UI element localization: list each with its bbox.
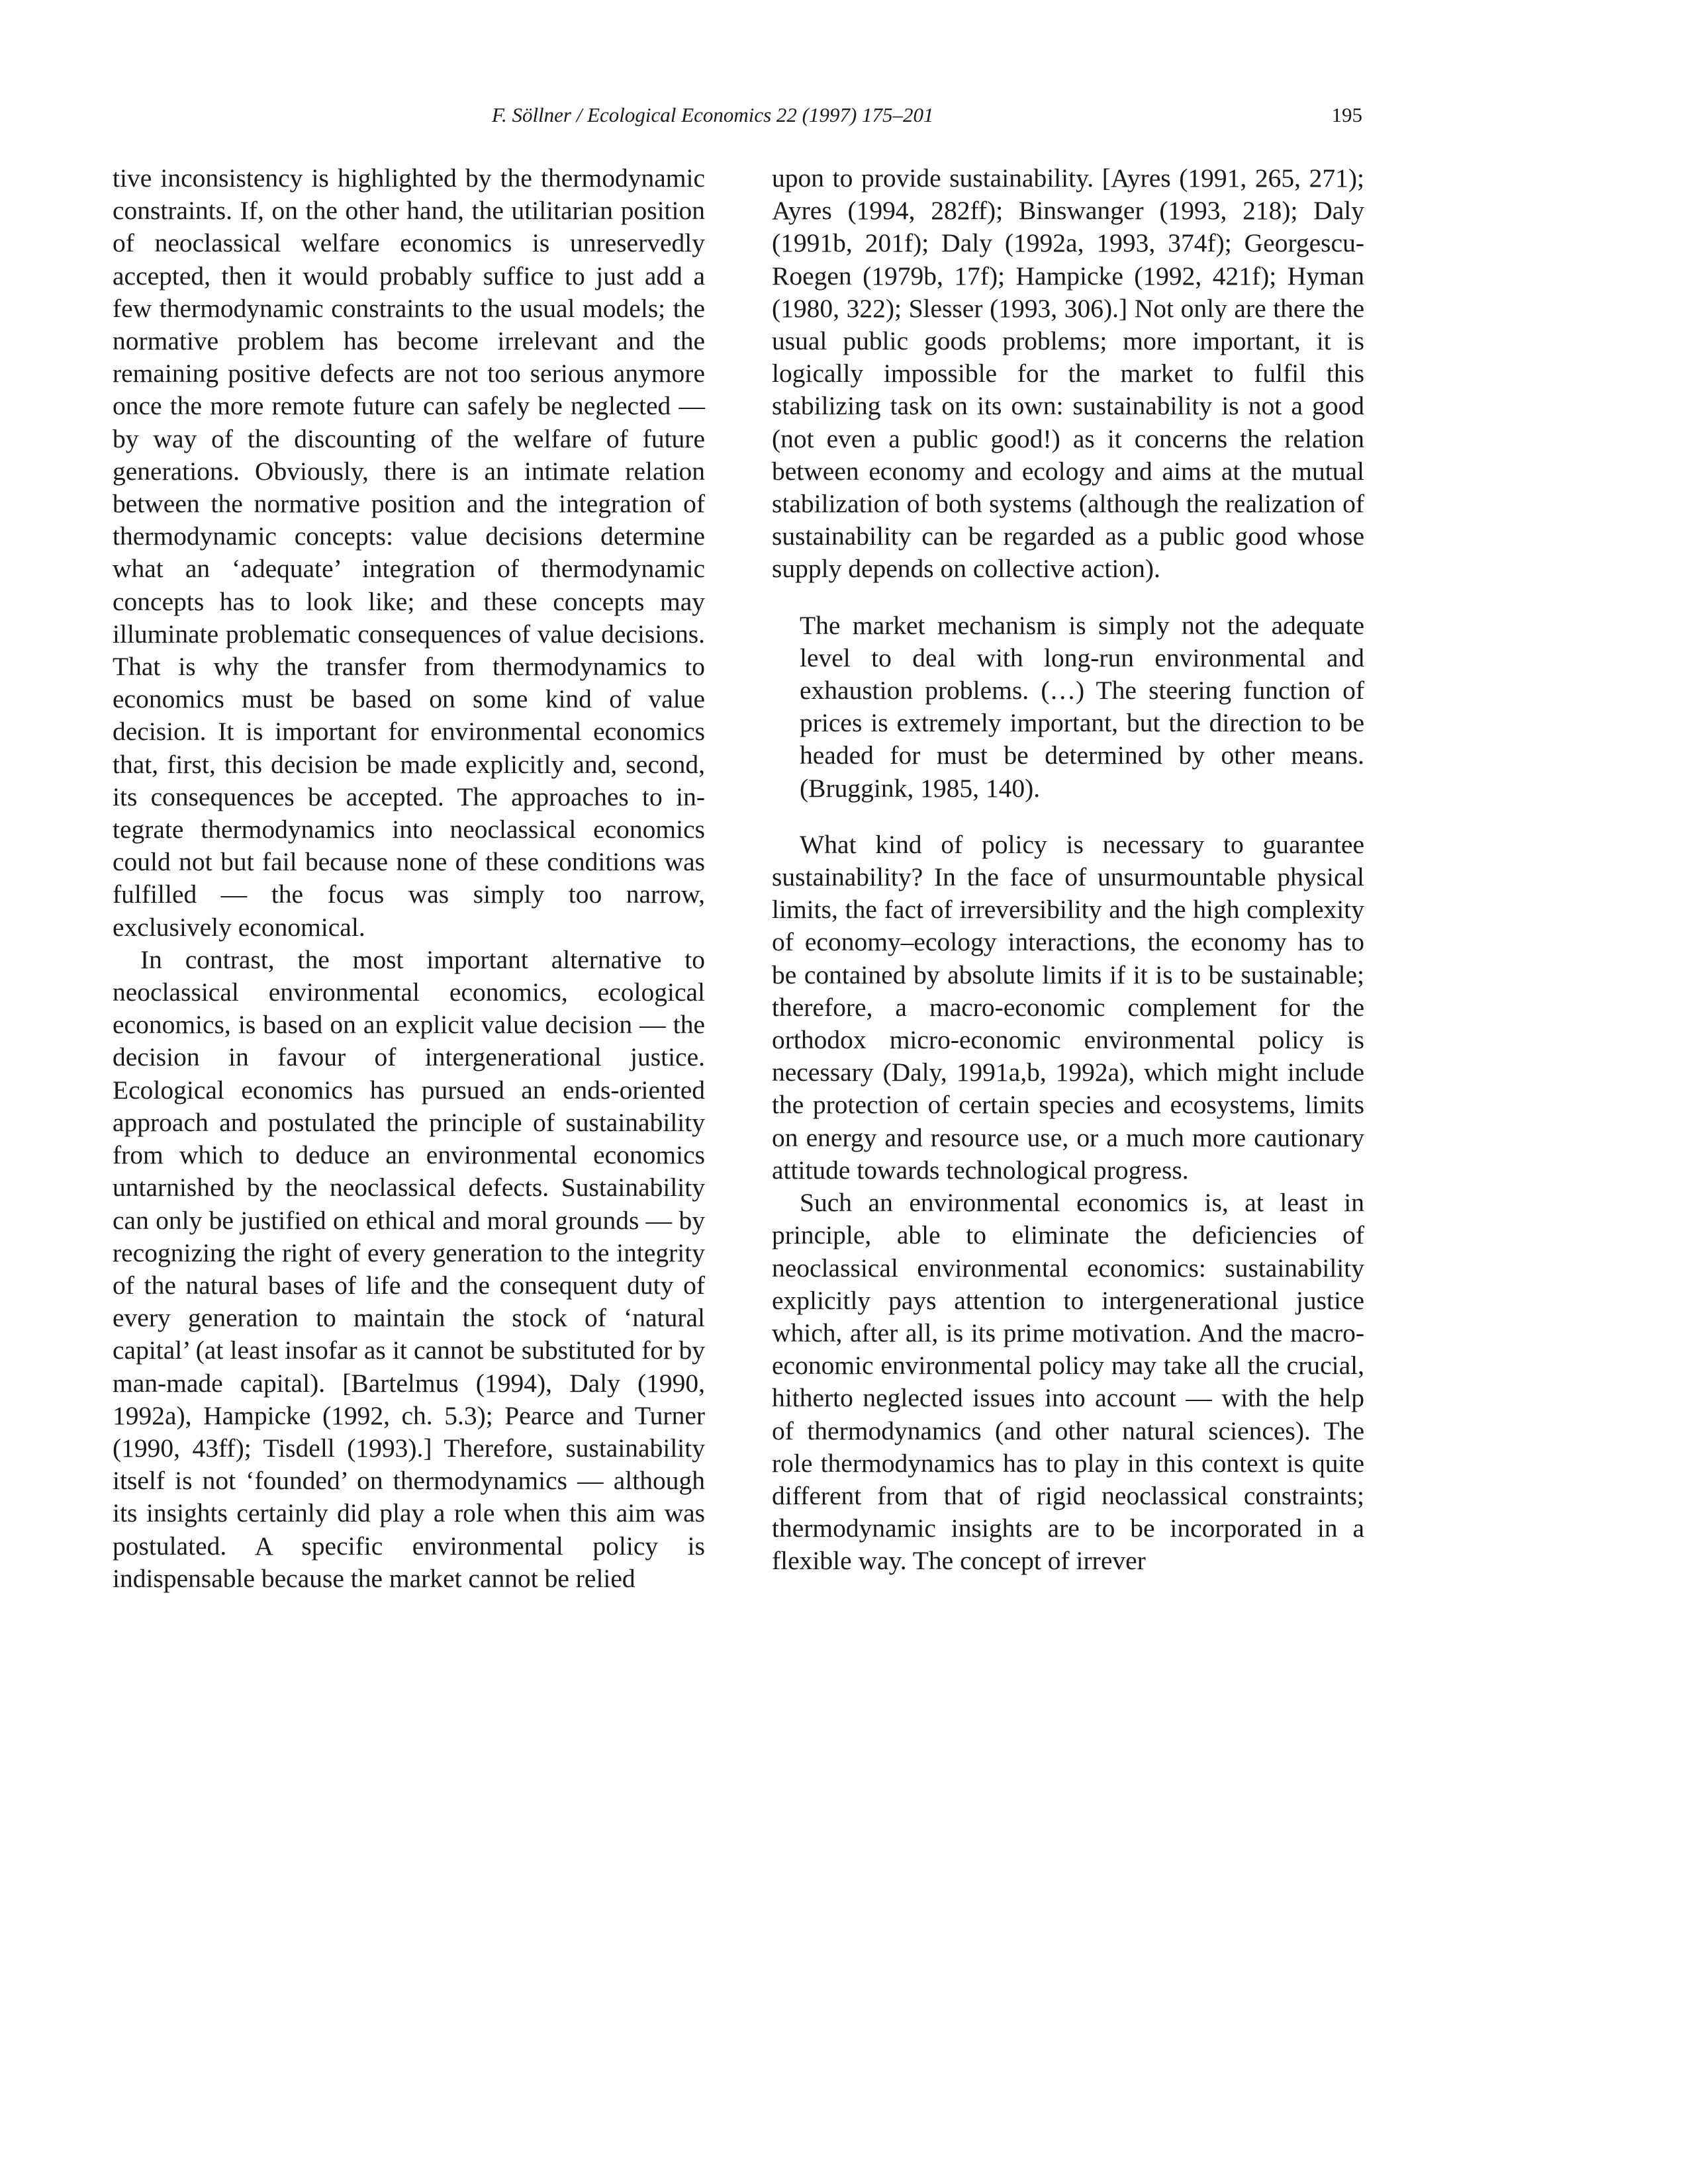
paragraph-ecological-economics: In contrast, the most important alternative to neoclassical environmental economics, ecological economics, is based on an explicit value decision — the decision in favour of intergenerational justice. Ecological economics has pursued an ends-oriented approach and postulated the principle of sustainability from which to deduce an environmental economics untarnished by the neoclassical defects. Sustainability can only be justified on ethical and moral grounds — by recognizing the right of every generation to the integrity of the natural bases of life and the consequent duty of every generation to maintain the stock of ‘natural capital’ (at least insofar as it cannot be substituted for by man-made capital). [Bartelmus (1994), Daly (1990, 1992a), Hampicke (1992, ch. 5.3); Pearce and Turner (1990, 43ff); Tisdell (1993).] Therefore, sustainability itself is not ‘founded’ on thermodynamics — although its insights certainly did play a role when this aim was postulated. A specific environmental policy is indispensable because the market cannot be relied bbox=[113, 944, 705, 1593]
right-column bbox=[772, 162, 1364, 1578]
paragraph-continued: tive inconsistency is highlighted by the thermodynamic constraints. If, on the other hand, the utilitarian position of neoclassical welfare economics is unreservedly accepted, then it would probably suffice to just add a few thermodynamic constraints to the usual models; the normative problem has become irrelevant and the remaining positive defects are not too serious anymore once the more remote future can safely be neglected — by way of the discounting of the welfare of future generations. Obviously, there is an intimate relation between the normative position and the integration of thermodynamic concepts: value decisions determine what an ‘adequate’ integration of thermodynamic concepts has to look like; and these concepts may illuminate problematic consequences of value decisions. That is why the transfer from thermodynamics to economics must be based on some kind of value decision. It is important for environmental economics that, first, this decision be made explicitly and, second, its consequences be accepted. The approaches to integrate thermodynamics into neoclassical economics could not but fail because none of these conditions was fulfilled — the focus was simply too narrow, exclusively economical. bbox=[113, 163, 705, 942]
running-head bbox=[0, 99, 1688, 139]
paragraph-sustainability-market: upon to provide sustainability. [Ayres (1991, 265, 271); Ayres (1994, 282ff); Binswanger (1993, 218); Daly (1991b, 201f); Daly (1992a, 1993, 374f); Georgescu-Roegen (1979b, 17f); Hampicke (1992, 421f); Hyman (1980, 322); Slesser (1993, 306).] Not only are there the usual public goods problems; more important, it is logically impossible for the market to fulfil this stabilizing task on its own: sustainability is not a good (not even a public good!) as it concerns the relation between economy and ecology and aims at the mutual stabilization of both systems (although the realization of sustainability can be regarded as a public good whose supply depends on collective action). bbox=[772, 163, 1364, 584]
page-number: 195 bbox=[1331, 103, 1362, 126]
paragraph-policy: What kind of policy is necessary to guarantee sustainability? In the face of unsurmountable physical limits, the fact of irreversibility and the high complexity of economy–ecology interactions, the economy has to be contained by absolute limits if it is to be sustainable; therefore, a macro-economic complement for the orthodox micro-economic environmental policy is necessary (Daly, 1991a,b, 1992a), which might include the protection of certain species and ecosystems, limits on energy and resource use, or a much more cautionary attitude towards technological progress. bbox=[772, 829, 1364, 1185]
left-column bbox=[113, 162, 705, 1595]
running-title: F. Söllner / Ecological Economics 22 (1997) 175–201 bbox=[492, 103, 934, 126]
paragraph-environmental-economics: Such an environmental economics is, at least in principle, able to eliminate the deficiencies of neoclassical environmental economics: sustainability explicitly pays attention to intergenerational justice which, after all, is its prime motivation. And the macro-economic environmental policy may take all the crucial, hitherto neglected issues into account — with the help of thermodynamics (and other natural sciences). The role thermodynamics has to play in this context is quite different from that of rigid neoclassical constraints; thermodynamic insights are to be incorporated in a flexible way. The concept of irrever bbox=[772, 1188, 1364, 1576]
block-quote: The market mechanism is simply not the adequate level to deal with long-run environmental and exhaustion problems. (…) The steering function of prices is extremely important, but the direction to be headed for must be determined by other means. (Bruggink, 1985, 140). bbox=[800, 610, 1364, 803]
